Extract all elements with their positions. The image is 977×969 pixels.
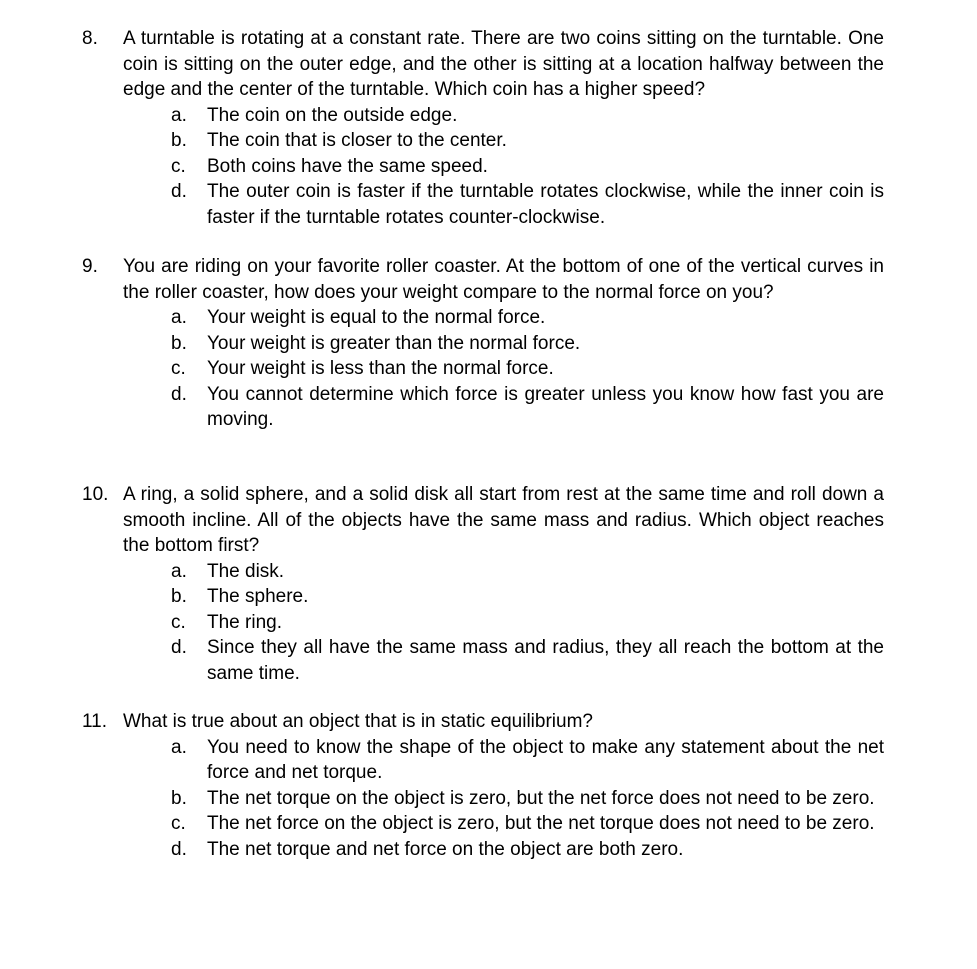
question-number: 11. — [82, 711, 108, 732]
option-letter: c. — [171, 611, 186, 633]
question-11 — [82, 709, 884, 862]
option-text: The coin on the outside edge. — [207, 104, 458, 126]
option-text: The outer coin is faster if the turntable rotates clockwise, while the inner coin is faster if the turntable rotates counter-clockwise. — [207, 181, 884, 228]
question-number: 9. — [82, 256, 98, 277]
option-text: The disk. — [207, 560, 285, 582]
option-d — [171, 382, 884, 433]
option-d — [171, 635, 884, 686]
question-number: 10. — [82, 484, 109, 505]
question-8 — [82, 26, 884, 230]
option-c — [171, 610, 884, 636]
option-text: The net torque and net force on the object are both zero. — [207, 838, 684, 860]
option-letter: d. — [171, 637, 187, 658]
option-c — [171, 356, 884, 382]
option-letter: b. — [171, 787, 187, 809]
option-letter: a. — [171, 736, 187, 758]
option-letter: a. — [171, 560, 187, 582]
option-text: The net force on the object is zero, but the net torque does not need to be zero. — [207, 813, 875, 834]
option-d — [171, 837, 884, 863]
question-10 — [82, 482, 884, 686]
option-letter: d. — [171, 181, 187, 202]
question-text: You are riding on your favorite roller coaster. At the bottom of one of the vertical curves in the roller coaster, how does your weight compare to the normal force on you? — [123, 256, 884, 303]
option-letter: c. — [171, 155, 186, 177]
option-text: Your weight is equal to the normal force. — [207, 307, 546, 328]
option-text: Since they all have the same mass and radius, they all reach the bottom at the same time. — [207, 637, 884, 684]
question-text: What is true about an object that is in static equilibrium? — [123, 711, 593, 732]
option-letter: c. — [171, 813, 186, 834]
option-b — [171, 786, 884, 812]
option-text: The coin that is closer to the center. — [207, 130, 507, 151]
option-letter: d. — [171, 838, 187, 860]
option-letter: c. — [171, 358, 186, 379]
option-a — [171, 103, 884, 129]
option-text: The ring. — [207, 611, 282, 633]
option-letter: b. — [171, 130, 187, 151]
answer-options — [171, 559, 884, 687]
option-d — [171, 179, 884, 230]
option-text: Both coins have the same speed. — [207, 155, 488, 177]
question-number: 8. — [82, 28, 98, 49]
option-c — [171, 811, 884, 837]
question-stem — [82, 709, 884, 735]
option-letter: d. — [171, 383, 187, 405]
question-9 — [82, 254, 884, 433]
option-text: You cannot determine which force is greater unless you know how fast you are moving. — [207, 383, 884, 430]
option-c — [171, 154, 884, 180]
option-b — [171, 584, 884, 610]
question-text: A ring, a solid sphere, and a solid disk all start from rest at the same time and roll down a smooth incline. All of the objects have the same mass and radius. Which object reaches the bottom first? — [123, 484, 884, 556]
question-stem — [82, 482, 884, 559]
option-text: Your weight is greater than the normal force. — [207, 332, 581, 354]
option-a — [171, 735, 884, 786]
option-b — [171, 331, 884, 357]
option-text: The sphere. — [207, 586, 309, 607]
option-letter: a. — [171, 104, 187, 126]
answer-options — [171, 103, 884, 231]
option-text: The net torque on the object is zero, but the net force does not need to be zero. — [207, 787, 875, 809]
option-letter: a. — [171, 307, 187, 328]
option-letter: b. — [171, 332, 187, 354]
question-stem — [82, 254, 884, 305]
answer-options — [171, 305, 884, 433]
option-b — [171, 128, 884, 154]
question-stem — [82, 26, 884, 103]
option-a — [171, 559, 884, 585]
question-text: A turntable is rotating at a constant rate. There are two coins sitting on the turntable. One coin is sitting on the outer edge, and the other is sitting at a location halfway between the edge and the center of the turntable. Which coin has a higher speed? — [123, 28, 884, 100]
option-a — [171, 305, 884, 331]
option-letter: b. — [171, 586, 187, 607]
option-text: Your weight is less than the normal force. — [207, 358, 554, 379]
answer-options — [171, 735, 884, 863]
option-text: You need to know the shape of the object to make any statement about the net force and net torque. — [207, 736, 884, 783]
